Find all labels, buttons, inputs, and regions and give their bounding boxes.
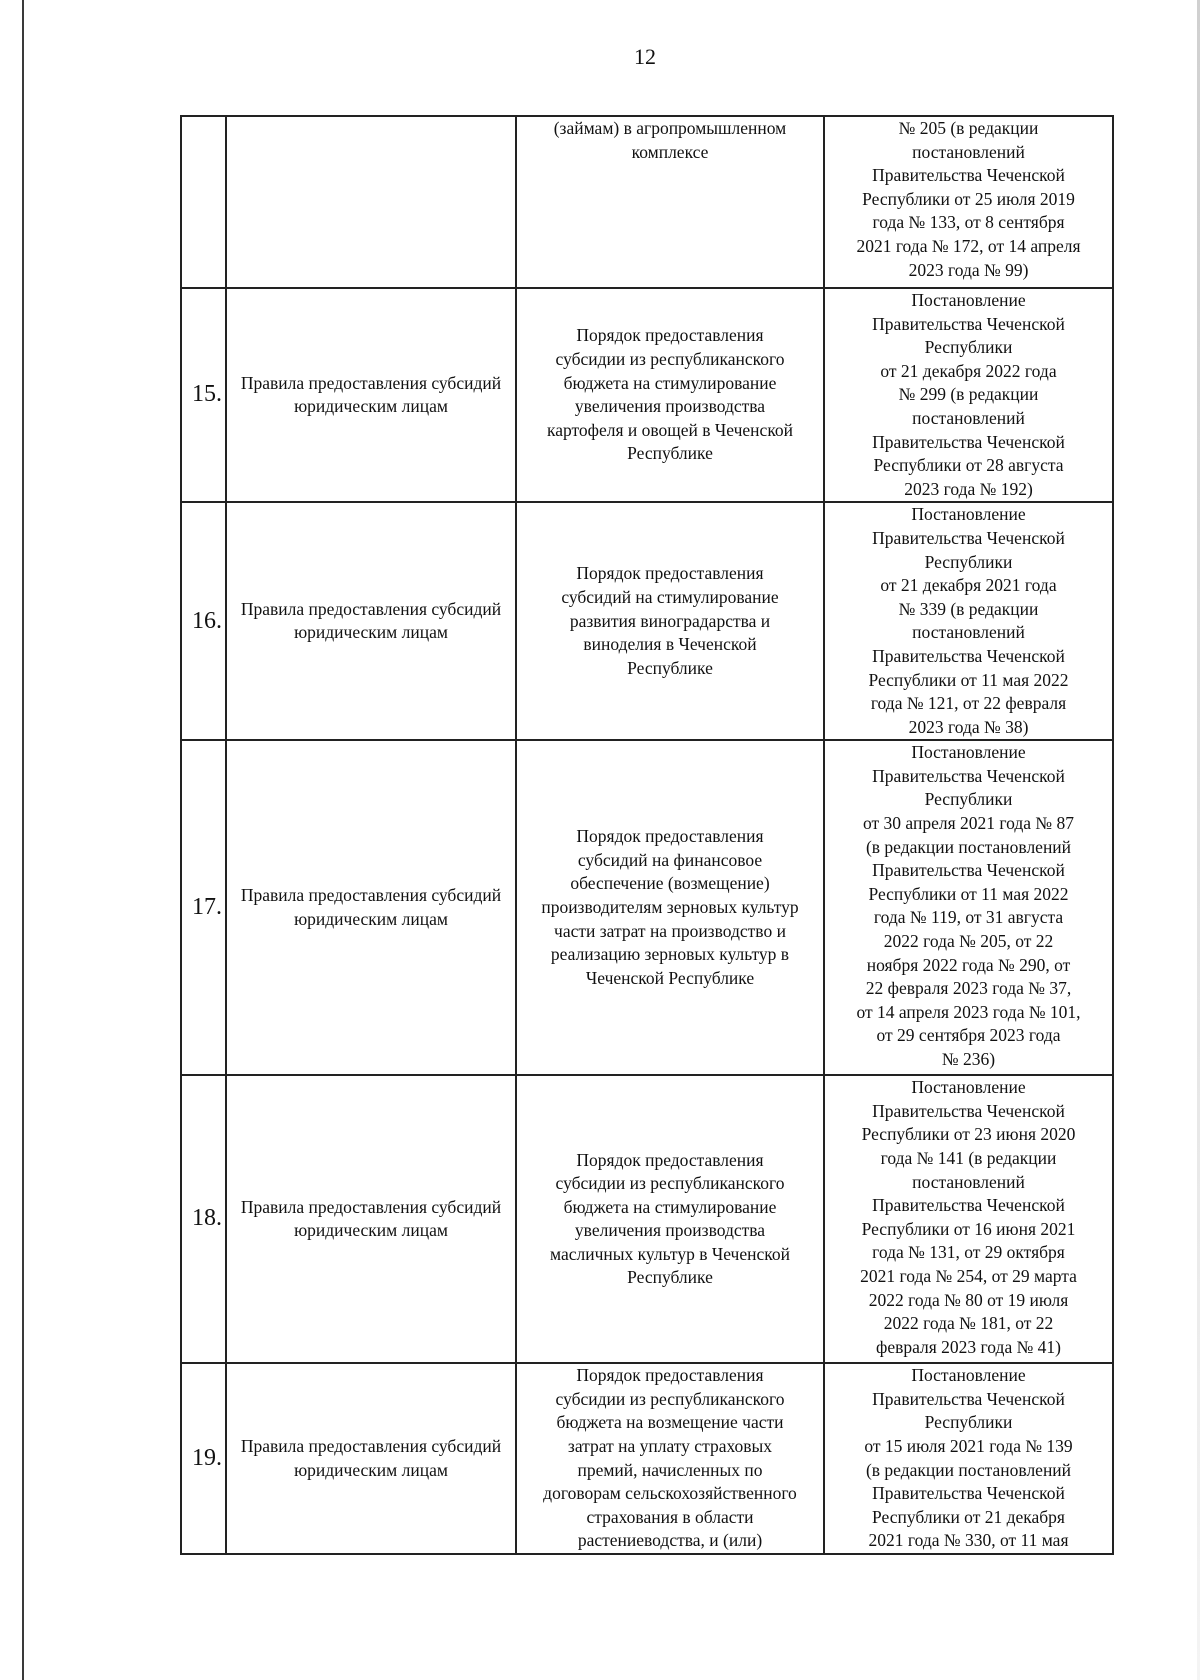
- cell-line: Постановление: [911, 1077, 1026, 1098]
- table-row: [181, 288, 1113, 502]
- basis-cell: [824, 502, 1113, 740]
- cell-line: Республики от 23 июня 2020: [861, 1124, 1076, 1145]
- table-row: [181, 1075, 1113, 1363]
- cell-line: развития виноградарства и: [569, 610, 771, 631]
- cell-line: Правительства Чеченской: [872, 527, 1065, 548]
- basis-cell: [824, 1363, 1113, 1554]
- cell-line: Правительства Чеченской: [872, 165, 1065, 186]
- table-row: [181, 116, 1113, 288]
- cell-line: 2022 года № 181, от 22: [883, 1313, 1054, 1334]
- cell-line: Правительства Чеченской: [872, 1195, 1065, 1216]
- rules-text: Правила предоставления субсидий юридическим лицам: [240, 885, 502, 929]
- cell-line: ноября 2022 года № 290, от: [866, 954, 1071, 975]
- cell-line: февраля 2023 года № 41): [875, 1336, 1061, 1357]
- cell-line: Республики от 25 июля 2019: [862, 188, 1075, 209]
- cell-line: Правительства Чеченской: [872, 313, 1065, 334]
- cell-line: Республики от 21 декабря: [872, 1506, 1065, 1527]
- cell-line: 2021 года № 330, от 11 мая: [868, 1530, 1069, 1551]
- cell-line: (в редакции постановлений: [865, 1459, 1072, 1480]
- cell-line: картофеля и овощей в Чеченской: [546, 419, 794, 440]
- regulations-table: [180, 115, 1114, 1555]
- cell-line: постановлений: [912, 622, 1025, 643]
- table-body: [181, 116, 1113, 1554]
- cell-line: страхования в области: [586, 1506, 754, 1527]
- row-number-cell: [181, 1363, 226, 1554]
- cell-line: Порядок предоставления: [576, 1149, 764, 1170]
- basis-cell: [824, 116, 1113, 288]
- cell-line: 2021 года № 172, от 14 апреля: [856, 235, 1081, 256]
- rules-cell: [226, 1363, 516, 1554]
- cell-line: постановлений: [912, 407, 1025, 428]
- cell-line: Порядок предоставления: [576, 826, 764, 847]
- cell-line: увеличения производства: [574, 1220, 766, 1241]
- cell-line: бюджета на стимулирование: [563, 372, 777, 393]
- cell-line: Республики: [924, 337, 1013, 358]
- cell-line: Республики: [924, 551, 1013, 572]
- order-cell: [516, 1363, 824, 1554]
- order-cell: [516, 740, 824, 1075]
- cell-line: от 21 декабря 2021 года: [880, 575, 1057, 596]
- cell-line: Порядок предоставления: [576, 325, 764, 346]
- cell-line: года № 119, от 31 августа: [873, 907, 1064, 928]
- cell-line: года № 141 (в редакции: [880, 1148, 1057, 1169]
- rules-text: Правила предоставления субсидий юридическим лицам: [240, 1196, 502, 1241]
- cell-line: субсидии из республиканского: [555, 348, 785, 369]
- cell-line: бюджета на возмещение части: [556, 1412, 784, 1433]
- rules-cell: [226, 116, 516, 288]
- cell-line: премий, начисленных по: [577, 1459, 763, 1480]
- cell-line: года № 133, от 8 сентября: [872, 212, 1065, 233]
- cell-line: Республики от 28 августа: [873, 455, 1064, 476]
- cell-line: № 205 (в редакции: [898, 118, 1039, 138]
- cell-line: Постановление: [911, 1365, 1026, 1386]
- scan-edge-left: [22, 0, 24, 1680]
- cell-line: Республики от 11 мая 2022: [868, 669, 1069, 690]
- cell-line: 2023 года № 99): [908, 259, 1029, 280]
- rules-cell: [226, 740, 516, 1075]
- cell-line: Республике: [627, 657, 713, 678]
- rules-text: Правила предоставления субсидий юридическим лицам: [240, 1436, 502, 1480]
- order-cell: [516, 116, 824, 288]
- row-number-cell: [181, 116, 226, 288]
- cell-line: Постановление: [911, 504, 1026, 525]
- cell-line: Республики: [924, 789, 1013, 810]
- row-number: 18.: [192, 1205, 222, 1232]
- cell-line: Постановление: [911, 290, 1026, 310]
- cell-line: Республики от 16 июня 2021: [861, 1218, 1076, 1239]
- cell-line: Правительства Чеченской: [872, 860, 1065, 881]
- cell-line: Порядок предоставления: [576, 1365, 764, 1386]
- cell-line: Правительства Чеченской: [872, 1100, 1065, 1121]
- cell-line: производителям зерновых культур: [541, 896, 799, 917]
- cell-line: субсидий на финансовое: [577, 849, 763, 870]
- rules-cell: [226, 502, 516, 740]
- rules-text: Правила предоставления субсидий юридическим лицам: [240, 598, 502, 643]
- cell-line: года № 131, от 29 октября: [872, 1242, 1065, 1263]
- cell-line: виноделия в Чеченской: [583, 634, 757, 655]
- cell-line: Правительства Чеченской: [872, 1483, 1065, 1504]
- cell-line: Республике: [627, 443, 713, 464]
- cell-line: обеспечение (возмещение): [570, 873, 770, 894]
- cell-line: от 14 апреля 2023 года № 101,: [856, 1001, 1081, 1022]
- table-row: [181, 502, 1113, 740]
- cell-line: реализацию зерновых культур в: [550, 944, 790, 965]
- cell-line: (в редакции постановлений: [865, 836, 1072, 857]
- table-row: [181, 1363, 1113, 1554]
- order-cell: [516, 288, 824, 502]
- cell-line: субсидий на стимулирование: [561, 586, 779, 607]
- cell-line: постановлений: [912, 1171, 1025, 1192]
- cell-line: Республике: [627, 1267, 713, 1288]
- cell-line: увеличения производства: [574, 396, 766, 417]
- cell-line: Порядок предоставления: [576, 563, 764, 584]
- cell-line: масличных культур в Чеченской: [550, 1243, 790, 1264]
- cell-line: от 30 апреля 2021 года № 87: [863, 813, 1074, 834]
- rules-cell: [226, 288, 516, 502]
- cell-line: (займам) в агропромышленном: [553, 118, 787, 138]
- cell-line: от 15 июля 2021 года № 139: [864, 1436, 1073, 1457]
- row-number-cell: [181, 740, 226, 1075]
- basis-cell: [824, 288, 1113, 502]
- basis-cell: [824, 1075, 1113, 1363]
- rules-text: Правила предоставления субсидий юридическим лицам: [240, 372, 502, 417]
- cell-line: 2023 года № 38): [908, 716, 1029, 737]
- cell-line: субсидии из республиканского: [555, 1388, 785, 1409]
- row-number: 15.: [192, 381, 222, 408]
- cell-line: растениеводства, и (или): [577, 1530, 763, 1551]
- order-cell: [516, 1075, 824, 1363]
- row-number: 19.: [192, 1444, 222, 1471]
- cell-line: Постановление: [911, 742, 1026, 763]
- cell-line: Правительства Чеченской: [872, 645, 1065, 666]
- cell-line: 2022 года № 80 от 19 июля: [868, 1289, 1069, 1310]
- cell-line: года № 121, от 22 февраля: [870, 693, 1067, 714]
- cell-line: субсидии из республиканского: [555, 1173, 785, 1194]
- row-number: 16.: [192, 607, 222, 634]
- rules-cell: [226, 1075, 516, 1363]
- page-number: 12: [634, 44, 656, 69]
- order-cell: [516, 502, 824, 740]
- cell-line: постановлений: [912, 141, 1025, 162]
- cell-line: № 299 (в редакции: [898, 384, 1039, 405]
- cell-line: Правительства Чеченской: [872, 431, 1065, 452]
- cell-line: 22 февраля 2023 года № 37,: [865, 978, 1072, 999]
- cell-line: 2022 года № 205, от 22: [883, 931, 1054, 952]
- basis-cell: [824, 740, 1113, 1075]
- cell-line: № 236): [941, 1049, 996, 1069]
- cell-line: Республики от 11 мая 2022: [868, 883, 1069, 904]
- row-number: 17.: [192, 893, 222, 920]
- row-number-cell: [181, 502, 226, 740]
- cell-line: бюджета на стимулирование: [563, 1196, 777, 1217]
- cell-line: 2021 года № 254, от 29 марта: [860, 1266, 1077, 1287]
- cell-line: части затрат на производство и: [554, 920, 786, 941]
- cell-line: Правительства Чеченской: [872, 1388, 1065, 1409]
- cell-line: Чеченской Республике: [585, 967, 755, 988]
- cell-line: комплексе: [631, 141, 709, 162]
- cell-line: договорам сельскохозяйственного: [543, 1483, 797, 1504]
- cell-line: от 21 декабря 2022 года: [880, 360, 1057, 381]
- cell-line: от 29 сентября 2023 года: [876, 1025, 1061, 1046]
- row-number-cell: [181, 288, 226, 502]
- cell-line: Республики: [924, 1412, 1013, 1433]
- cell-line: 2023 года № 192): [904, 478, 1033, 499]
- row-number-cell: [181, 1075, 226, 1363]
- cell-line: затрат на уплату страховых: [567, 1436, 773, 1457]
- table-row: [181, 740, 1113, 1075]
- cell-line: № 339 (в редакции: [898, 598, 1039, 619]
- cell-line: Правительства Чеченской: [872, 765, 1065, 786]
